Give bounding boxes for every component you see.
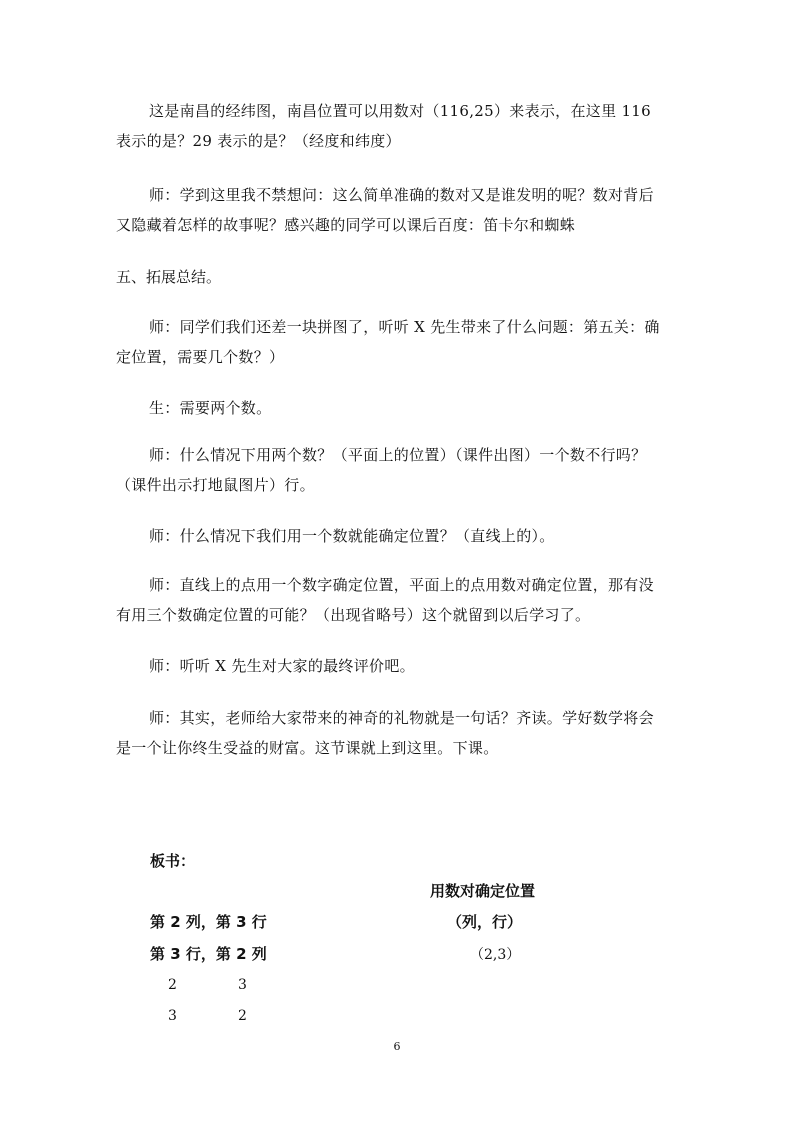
paragraph-teacher-two-numbers: 师：什么情况下用两个数？（平面上的位置）（课件出图）一个数不行吗？（课件出示打地鼠图片）行。 bbox=[116, 446, 647, 494]
board-left-line-1: 第 2 列，第 3 行 bbox=[150, 913, 267, 931]
paragraph-teacher-three-numbers: 师：直线上的点用一个数字确定位置，平面上的点用数对确定位置，那有没有用三个数确定位置的可能？（出现省略号）这个就留到以后学习了。 bbox=[116, 576, 654, 624]
paragraph-teacher-final-evaluation: 师：听听 X 先生对大家的最终评价吧。 bbox=[149, 657, 415, 675]
section-heading-summary: 五、拓展总结。 bbox=[116, 268, 222, 286]
board-left-line-2: 第 3 行，第 2 列 bbox=[150, 945, 267, 963]
page-number: 6 bbox=[393, 1040, 401, 1053]
paragraph-student-answer: 生：需要两个数。 bbox=[149, 399, 272, 417]
board-grid-row1-b: 3 bbox=[238, 977, 247, 993]
paragraph-nanchang-coordinates: 这是南昌的经纬图，南昌位置可以用数对（116,25）来表示，在这里 116 表示的是？29 表示的是？（经度和纬度） bbox=[116, 102, 651, 150]
board-grid-row1-a: 2 bbox=[168, 977, 177, 993]
paragraph-teacher-fifth-level: 师：同学们我们还差一块拼图了，听听 X 先生带来了什么问题：第五关：确定位置，需要几个数？） bbox=[116, 318, 660, 366]
board-label: 板书： bbox=[150, 852, 196, 870]
board-grid-row2-b: 2 bbox=[238, 1008, 247, 1024]
board-right-line-1: （列，行） bbox=[447, 913, 523, 931]
board-right-line-2: （2,3） bbox=[470, 947, 521, 963]
paragraph-teacher-closing: 师：其实，老师给大家带来的神奇的礼物就是一句话？齐读。学好数学将会是一个让你终生受益的财富。这节课就上到这里。下课。 bbox=[116, 709, 654, 757]
paragraph-teacher-question-inventor: 师：学到这里我不禁想问：这么简单准确的数对又是谁发明的呢？数对背后又隐藏着怎样的故事呢？感兴趣的同学可以课后百度：笛卡尔和蜘蛛 bbox=[116, 186, 654, 234]
paragraph-teacher-one-number: 师：什么情况下我们用一个数就能确定位置？（直线上的）。 bbox=[149, 527, 555, 545]
board-grid-row2-a: 3 bbox=[168, 1008, 177, 1024]
board-title: 用数对确定位置 bbox=[430, 882, 536, 900]
